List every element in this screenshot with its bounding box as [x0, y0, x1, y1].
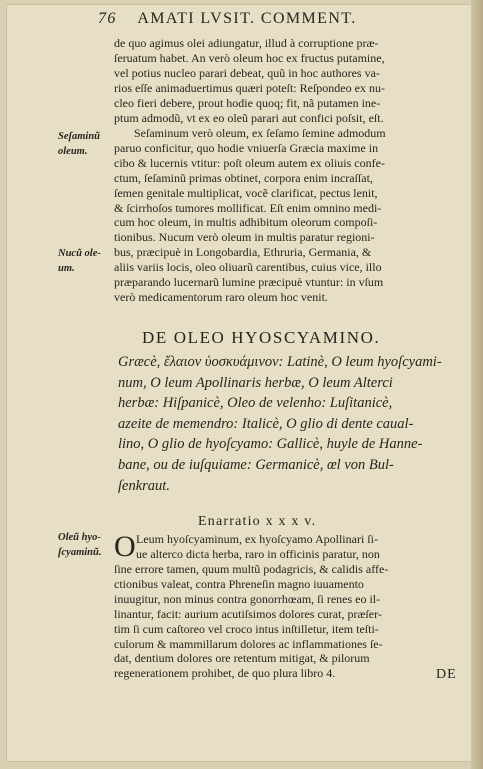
text-line: ptum admodũ, vt ex eo oleũ parari aut confici poſsit, eſt.	[114, 110, 384, 125]
page-number: 76	[98, 10, 117, 27]
text-line: Seſaminum verò oleum, ex ſeſamo ſemine admodum	[134, 126, 386, 140]
section-heading: DE OLEO HYOSCYAMINO.	[142, 328, 381, 347]
text-line: cleo fieri debere, prout hodie quoq; fit, nã putamen ine-	[114, 95, 381, 110]
synonyms-block	[118, 352, 468, 496]
margin-note-line: ſcyaminũ.	[58, 547, 102, 558]
text-line: Leum hyoſcyaminum, ex hyoſcyamo Apollinari ſi-	[136, 532, 378, 546]
margin-note-line: Seſaminũ	[58, 131, 101, 142]
text-line: bus, præcipuè in Longobardia, Ethruria, Germania, &	[114, 245, 372, 260]
text-line: ctum, ſeſaminũ primas obtinet, corpora enim incraſſat,	[114, 170, 373, 185]
text-line: ſine errore tamen, quum multũ podagricis, & calidis affe-	[114, 562, 389, 576]
text-line: regenerationem prohibet, de quo plura libro 4.	[114, 666, 336, 681]
synonym-line: ſenkraut.	[118, 477, 170, 494]
text-line: rios eſſe animaduertimus quæri poteſt: Reſpondeo ex nu-	[114, 80, 385, 95]
text-line: inuugitur, non minus contra gonorrhœam, ſi renes eo il-	[114, 591, 381, 606]
margin-note-line: Nucũ ole-	[58, 248, 101, 259]
text-line: vel potius nucleo parari debeat, quũ in hoc authores va-	[114, 65, 380, 80]
text-line: aliis variis locis, oleo oliuarũ carentibus, cuius vice, illo	[114, 260, 382, 275]
text-line: ſemen genitale multiplicat, vocẽ clarificat, pectus lenit,	[114, 185, 378, 200]
drop-cap: O	[114, 530, 136, 563]
running-title: AMATI LVSIT. COMMENT.	[137, 10, 357, 27]
catchword: DE	[436, 667, 457, 682]
text-line: tim ſi cum caſtoreo vel croco intus inſtilletur, item teſti-	[114, 621, 379, 636]
text-line: ctionibus valeat, contra Phreneſin magno iuuamento	[114, 576, 364, 591]
synonym-line: herbæ: Hiſpanicè, Oleo de velenho: Luſitanicè,	[118, 395, 393, 412]
synonym-line: azeite de memendro: Italicè, O glio di dente caual-	[118, 415, 414, 432]
synonym-line: bane, ou de iuſquiame: Germanicè, œl von Bul-	[118, 456, 394, 473]
margin-note-line: oleum.	[58, 146, 88, 157]
enarratio-paragraph	[136, 532, 466, 562]
text-line: cum hoc oleum, in multis adhibitum oleorum compoſi-	[114, 215, 378, 230]
margin-note-line: Oleũ hyo-	[58, 532, 101, 543]
enarratio-heading: Enarratio x x x v.	[198, 514, 317, 529]
text-line: de quo agimus olei adiungatur, illud à corruptione præ-	[114, 36, 379, 50]
margin-note-sesaminum	[58, 129, 116, 159]
margin-note-nucum	[58, 246, 116, 276]
text-line: ſeruatum habet. An verò oleum hoc ex fructus putamine,	[114, 50, 385, 65]
text-line: linantur, facit: aurium acutiſsimos dolores curat, præſer-	[114, 606, 382, 621]
enarratio-paragraph-cont	[114, 562, 464, 681]
text-line: & ſcirrhoſos tumores mollificat. Eſt enim omnino medi-	[114, 200, 382, 215]
margin-note-line: um.	[58, 263, 75, 274]
text-line: præparando lucernarũ lumine præcipuè vtuntur: in vſum	[114, 275, 384, 290]
paragraph-1	[114, 36, 464, 125]
running-head	[98, 10, 468, 28]
text-line: paruo conficitur, quo hodie vniuerſa Græcia maxime in	[114, 140, 379, 155]
text-line: culorum & mammillarum dolores ac inflammationes ſe-	[114, 636, 383, 651]
paragraph-2	[114, 126, 464, 305]
margin-note-oleum-hyoscyaminum	[58, 530, 116, 560]
text-line: tionibus. Nucum verò oleum in multis paratur regioni-	[114, 230, 375, 245]
synonym-line: lino, O glio de hyoſcyamo: Gallicè, huyle de Hanne-	[118, 436, 423, 453]
synonym-line: num, O leum Apollinaris herbæ, O leum Alterci	[118, 374, 393, 391]
text-line: verò medicamentorum raro oleum hoc venit.	[114, 289, 328, 304]
text-line: ue alterco dicta herba, raro in officinis paratur, non	[136, 546, 380, 561]
page-gutter	[471, 0, 483, 769]
text-line: dat, dentium dolores ore retentum mitigat, & pilorum	[114, 651, 370, 666]
text-line: cibo & lucernis vtitur: poſt oleum autem ex oliuis confe-	[114, 155, 385, 170]
synonym-line: Græcè, ἔλαιον ὑοσκυάμινον: Latinè, O leum hyoſcyami-	[118, 354, 442, 370]
